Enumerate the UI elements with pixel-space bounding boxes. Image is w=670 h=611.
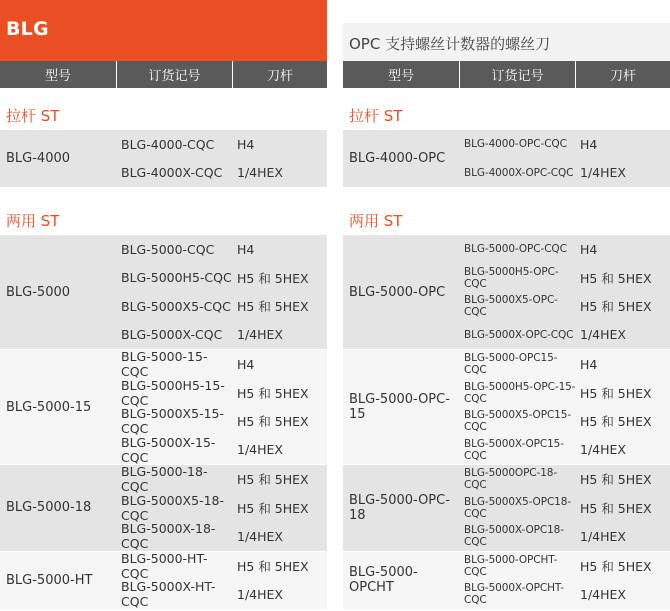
order-row (460, 292, 670, 321)
order-rows (117, 350, 327, 464)
brand-title: BLG (6, 18, 49, 40)
order-rows (117, 130, 327, 187)
panel-title: OPC 支持螺丝计数器的螺丝刀 (349, 35, 551, 53)
order-row (117, 321, 327, 350)
header-model: 型号 (0, 61, 117, 88)
bit-type: H5 和 5HEX (237, 500, 309, 516)
order-code: BLG-5000X5-OPC18-CQC (464, 495, 572, 520)
bit-type: 1/4HEX (580, 586, 626, 602)
order-code: BLG-5000X-18-CQC (121, 521, 216, 552)
order-rows (460, 552, 670, 609)
product-table (0, 130, 327, 188)
order-code: BLG-4000X-OPC-CQC (464, 166, 574, 179)
bit-type: H5 和 5HEX (237, 270, 309, 286)
order-row (117, 264, 327, 293)
product-group (343, 350, 670, 465)
order-rows (117, 465, 327, 551)
bit-type: H4 (237, 136, 255, 152)
product-group (0, 350, 327, 465)
order-code: BLG-5000-HT-CQC (121, 550, 208, 581)
order-row (460, 159, 670, 188)
order-rows (460, 130, 670, 187)
order-code: BLG-5000X5-OPC15-CQC (464, 409, 572, 434)
model-name: BLG-4000-OPC (349, 151, 446, 166)
order-row (117, 436, 327, 465)
order-code: BLG-5000-CQC (121, 241, 215, 257)
product-table (0, 235, 327, 610)
header-bit: 刀杆 (266, 69, 293, 84)
table-header (343, 61, 670, 88)
order-code: BLG-5000X5-OPC-CQC (464, 294, 558, 319)
header-order-code: 订货记号 (117, 61, 233, 88)
bit-type: 1/4HEX (237, 442, 283, 458)
order-rows (460, 350, 670, 464)
order-rows (460, 235, 670, 349)
bit-type: H5 和 5HEX (237, 558, 309, 574)
header-order-code: 订货记号 (460, 61, 576, 88)
order-code: BLG-5000X-CQC (121, 327, 223, 343)
order-row (117, 552, 327, 581)
bit-type: H5 和 5HEX (580, 414, 652, 430)
product-group (343, 235, 670, 350)
bit-type: H5 和 5HEX (580, 500, 652, 516)
bit-type: 1/4HEX (580, 165, 626, 181)
order-row (117, 350, 327, 379)
order-row (117, 494, 327, 523)
product-group (0, 130, 327, 188)
product-group (343, 465, 670, 552)
order-code: BLG-5000X-OPC-CQC (464, 328, 574, 341)
order-code: BLG-5000-15-CQC (121, 349, 208, 380)
bit-type: H5 和 5HEX (237, 414, 309, 430)
table-header (0, 61, 327, 88)
order-row (460, 407, 670, 436)
order-row (460, 465, 670, 494)
order-code: BLG-5000-18-CQC (121, 464, 208, 495)
order-row (117, 465, 327, 494)
order-row (117, 379, 327, 408)
product-table (343, 235, 670, 610)
order-row (460, 130, 670, 159)
bit-type: H5 和 5HEX (237, 299, 309, 315)
order-code: BLG-5000H5-CQC (121, 270, 232, 286)
product-group (343, 130, 670, 188)
bit-type: H5 和 5HEX (237, 472, 309, 488)
bit-type: H5 和 5HEX (580, 385, 652, 401)
order-code: BLG-5000X5-CQC (121, 298, 231, 314)
order-row (117, 235, 327, 264)
model-name: BLG-5000-18 (6, 500, 92, 516)
order-code: BLG-5000X-OPCHT-CQC (464, 582, 564, 607)
product-group (343, 552, 670, 610)
order-code: BLG-5000X5-15-CQC (121, 406, 224, 437)
model-name: BLG-5000 (6, 284, 71, 300)
bit-type: H4 (580, 356, 598, 372)
product-group (0, 465, 327, 552)
order-code: BLG-5000-OPC15-CQC (464, 352, 558, 377)
order-code: BLG-4000X-CQC (121, 165, 223, 181)
bit-type: H5 和 5HEX (580, 472, 652, 488)
header-bit: 刀杆 (609, 69, 636, 84)
section-title: 拉杆 ST (6, 107, 60, 125)
order-code: BLG-5000X5-18-CQC (121, 492, 224, 523)
product-group (0, 235, 327, 350)
order-row (460, 350, 670, 379)
order-code: BLG-4000-CQC (121, 136, 215, 152)
table-body (0, 105, 327, 610)
model-name: BLG-5000-OPC-15 (349, 392, 450, 422)
model-name: BLG-5000-15 (6, 399, 92, 415)
order-row (460, 264, 670, 293)
order-row (117, 292, 327, 321)
order-row (117, 407, 327, 436)
bit-type: H4 (580, 241, 598, 257)
bit-type: H4 (237, 241, 255, 257)
bit-type: 1/4HEX (580, 327, 626, 343)
order-row (460, 494, 670, 523)
model-name: BLG-4000 (6, 151, 71, 166)
model-name: BLG-5000-HT (6, 572, 93, 588)
bit-type: H4 (237, 356, 255, 372)
title-area (343, 0, 670, 61)
section-title: 两用 ST (349, 212, 403, 230)
order-row (460, 436, 670, 465)
order-code: BLG-5000-OPC-CQC (464, 243, 567, 256)
product-group (0, 552, 327, 610)
order-row (117, 522, 327, 551)
order-code: BLG-5000X-OPC18-CQC (464, 524, 564, 549)
section-title: 两用 ST (6, 212, 60, 230)
bit-type: H5 和 5HEX (580, 270, 652, 286)
model-name: BLG-5000-OPC (349, 284, 446, 300)
bit-type: H4 (580, 136, 598, 152)
bit-type: 1/4HEX (580, 528, 626, 544)
opc-panel (343, 0, 670, 610)
order-code: BLG-5000X-HT-CQC (121, 579, 216, 610)
order-row (117, 130, 327, 159)
order-row (117, 159, 327, 188)
blg-panel (0, 0, 327, 610)
order-row (460, 552, 670, 581)
section-title: 拉杆 ST (349, 107, 403, 125)
order-code: BLG-5000OPC-18-CQC (464, 467, 558, 492)
order-code: BLG-5000-OPCHT-CQC (464, 553, 558, 578)
order-rows (117, 235, 327, 349)
order-row (460, 522, 670, 551)
table-body (343, 105, 670, 610)
order-row (460, 321, 670, 350)
header-model: 型号 (343, 61, 460, 88)
brand-bar (0, 0, 327, 61)
order-row (460, 580, 670, 609)
order-rows (117, 552, 327, 609)
bit-type: 1/4HEX (237, 165, 283, 181)
bit-type: 1/4HEX (580, 442, 626, 458)
bit-type: 1/4HEX (237, 586, 283, 602)
order-row (460, 379, 670, 408)
order-row (117, 580, 327, 609)
order-row (460, 235, 670, 264)
model-name: BLG-5000-OPCHT (349, 565, 418, 595)
bit-type: 1/4HEX (237, 327, 283, 343)
product-table (343, 130, 670, 188)
order-code: BLG-5000X-15-CQC (121, 434, 216, 465)
bit-type: H5 和 5HEX (237, 385, 309, 401)
bit-type: H5 和 5HEX (580, 299, 652, 315)
order-rows (460, 465, 670, 551)
order-code: BLG-5000X-OPC15-CQC (464, 437, 564, 462)
order-code: BLG-5000H5-15-CQC (121, 377, 225, 408)
order-code: BLG-5000H5-OPC-CQC (464, 265, 559, 290)
model-name: BLG-5000-OPC-18 (349, 492, 450, 523)
bit-type: 1/4HEX (237, 528, 283, 544)
bit-type: H5 和 5HEX (580, 558, 652, 574)
order-code: BLG-4000-OPC-CQC (464, 138, 567, 151)
order-code: BLG-5000H5-OPC-15-CQC (464, 380, 576, 405)
